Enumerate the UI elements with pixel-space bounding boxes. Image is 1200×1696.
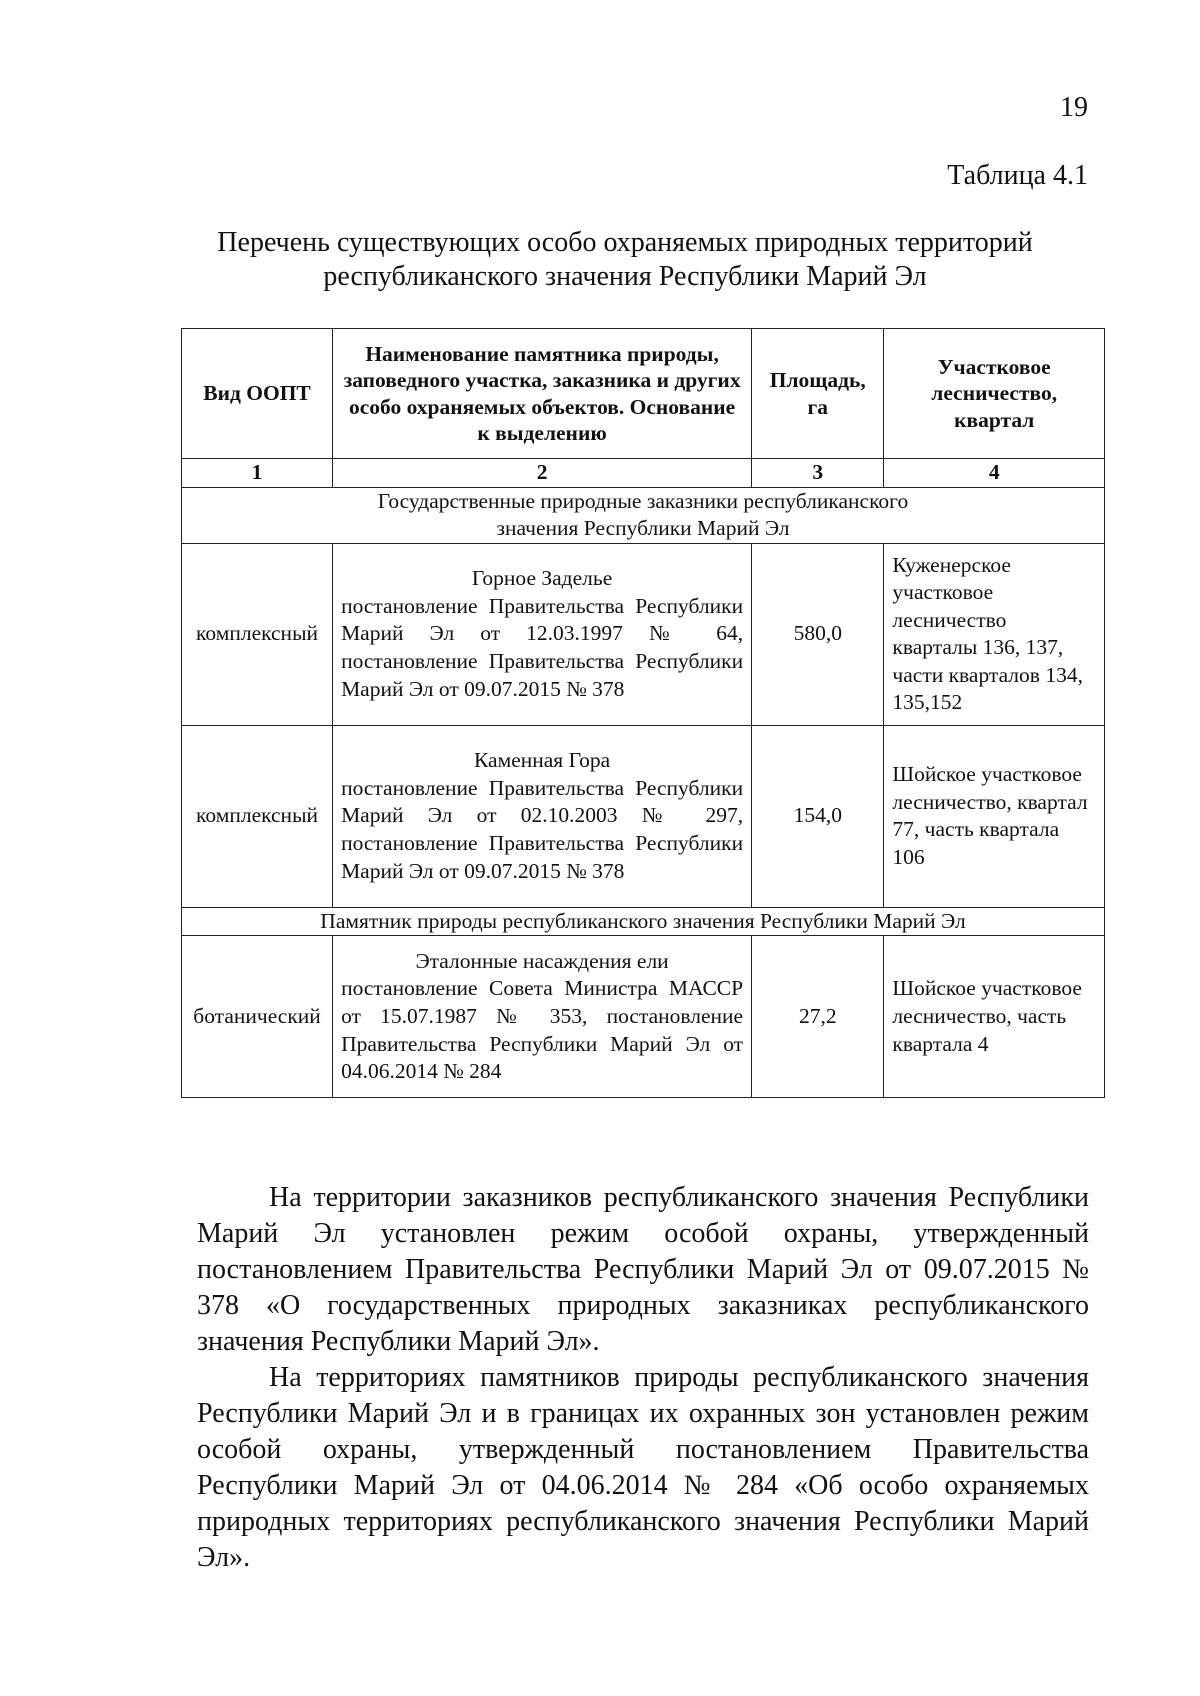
object-name: Горное Заделье xyxy=(471,566,613,591)
section-title: Памятник природы республиканского значения Республики Марий Эл xyxy=(182,907,1105,936)
column-number: 4 xyxy=(884,459,1105,488)
header-area: Площадь, га xyxy=(752,329,884,459)
cell-name xyxy=(333,725,752,907)
cell-type: комплексный xyxy=(182,543,333,725)
header-type: Вид ООПТ xyxy=(182,329,333,459)
page-number: 19 xyxy=(1060,92,1088,123)
cell-type: комплексный xyxy=(182,725,333,907)
object-name: Эталонные насаждения ели xyxy=(415,948,669,973)
cell-name xyxy=(333,936,752,1098)
section-title: Государственные природные заказники республиканского значения Республики Марий Эл xyxy=(182,487,1105,543)
body-text xyxy=(197,1180,1089,1576)
cell-area: 27,2 xyxy=(752,936,884,1098)
header-forestry: Участковое лесничество, квартал xyxy=(884,329,1105,459)
table-label: Таблица 4.1 xyxy=(947,160,1088,191)
column-number: 1 xyxy=(182,459,333,488)
cell-name xyxy=(333,543,752,725)
cell-type: ботанический xyxy=(182,936,333,1098)
header-name: Наименование памятника природы, заповедного участка, заказника и других особо охраняемых объектов. Основание к выделению xyxy=(333,329,752,459)
protected-areas-table xyxy=(181,328,1105,1098)
table-header-row xyxy=(182,329,1105,459)
cell-forestry: Куженерское участковое лесничество кварталы 136, 137, части кварталов 134, 135,152 xyxy=(884,543,1105,725)
column-number: 3 xyxy=(752,459,884,488)
object-basis: постановление Правительства Республики Марий Эл от 12.03.1997 № 64, постановление Правительства Республики Марий Эл от 09.07.2015 № 378 xyxy=(341,593,744,701)
column-number-row xyxy=(182,459,1105,488)
object-basis: постановление Совета Министра МАССР от 15.07.1987 № 353, постановление Правительства Республики Марий Эл от 04.06.2014 № 284 xyxy=(341,976,744,1084)
paragraph: На территории заказников республиканского значения Республики Марий Эл установлен режим особой охраны, утвержденный постановлением Правительства Республики Марий Эл от 09.07.2015 № 378 «О государственных природных заказниках республиканского значения Республики Марий Эл». xyxy=(197,1182,1089,1357)
table-row xyxy=(182,936,1105,1098)
object-basis: постановление Правительства Республики Марий Эл от 02.10.2003 № 297, постановление Правительства Республики Марий Эл от 09.07.2015 № 378 xyxy=(341,775,744,883)
table-row xyxy=(182,543,1105,725)
cell-forestry: Шойское участковое лесничество, часть квартала 4 xyxy=(884,936,1105,1098)
page-title-line: республиканского значения Республики Марий Эл xyxy=(323,261,927,292)
table-row xyxy=(182,725,1105,907)
page-title xyxy=(180,226,1070,294)
object-name: Каменная Гора xyxy=(474,748,611,773)
paragraph: На территориях памятников природы республиканского значения Республики Марий Эл и в границах их охранных зон установлен режим особой охраны, утвержденный постановлением Правительства Республики Марий Эл от 04.06.2014 № 284 «Об особо охраняемых природных территориях республиканского значения Республики Марий Эл». xyxy=(197,1362,1089,1573)
page-title-line: Перечень существующих особо охраняемых природных территорий xyxy=(217,227,1033,258)
cell-area: 580,0 xyxy=(752,543,884,725)
column-number: 2 xyxy=(333,459,752,488)
cell-area: 154,0 xyxy=(752,725,884,907)
section-row xyxy=(182,907,1105,936)
cell-forestry: Шойское участковое лесничество, квартал 77, часть квартала 106 xyxy=(884,725,1105,907)
section-row xyxy=(182,487,1105,543)
